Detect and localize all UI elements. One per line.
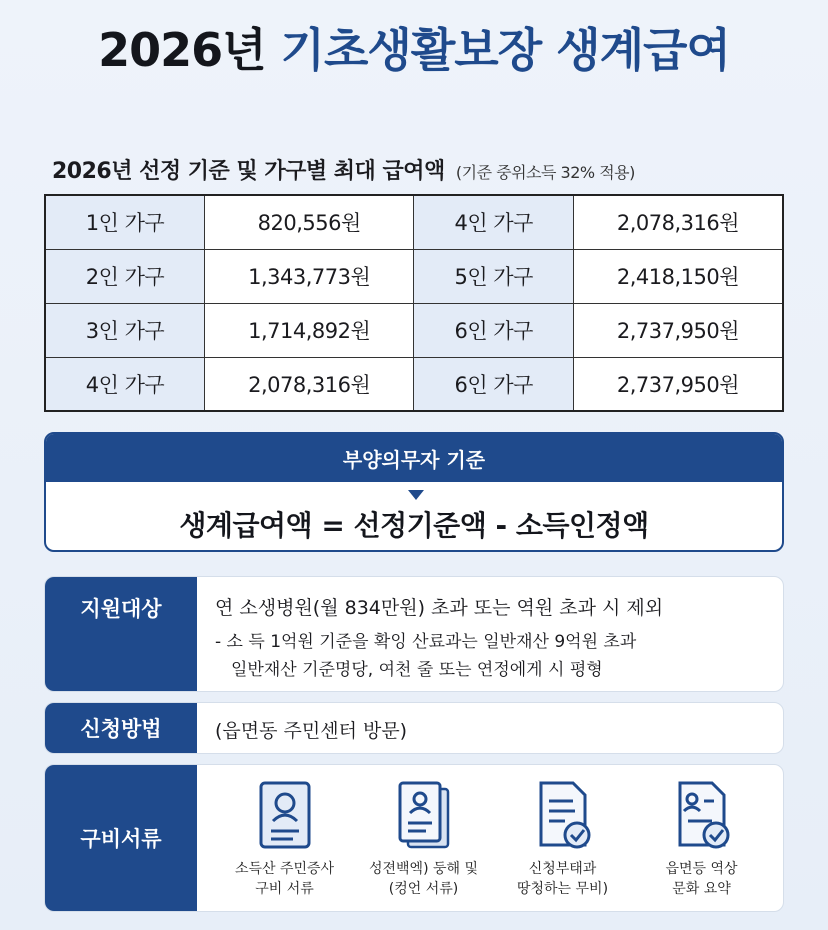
household-amount: 1,714,892원: [204, 303, 414, 357]
down-arrow-icon: [408, 490, 424, 500]
household-label: 3인 가구: [45, 303, 204, 357]
title-main: 기초생활보장 생계급여: [280, 23, 730, 77]
benefit-formula-box: [44, 432, 784, 552]
application-body: [215, 703, 771, 753]
document-caption: 문화 요약: [672, 881, 731, 897]
eligibility-line: 일반재산 기준명당, 여천 줄 또는 연정에게 시 평형: [231, 660, 603, 680]
eligibility-label: 지원대상: [45, 577, 197, 691]
table-row: [45, 303, 783, 357]
document-caption: 성젼백엑) 둥해 및: [368, 861, 479, 877]
household-label: 5인 가구: [414, 249, 573, 303]
checked-document-icon: [529, 779, 597, 851]
document-item: [493, 765, 632, 911]
id-card-icon: [251, 779, 319, 851]
page-title: [0, 14, 828, 80]
document-item: [354, 765, 493, 911]
documents-label: 구비서류: [45, 765, 197, 911]
household-amount: 2,078,316원: [573, 195, 783, 249]
document-item: [632, 765, 771, 911]
household-amount: 2,078,316원: [204, 357, 414, 411]
household-amount: 2,737,950원: [573, 357, 783, 411]
document-caption: (컹언 서류): [388, 881, 459, 897]
formula-equation: 생계급여액 = 선정기준액 - 소득인정액: [179, 509, 649, 542]
table-row: [45, 249, 783, 303]
document-caption: 읍면등 역상: [665, 861, 738, 877]
title-year: 2026년: [98, 23, 266, 77]
household-label: 1인 가구: [45, 195, 204, 249]
rates-table: [44, 194, 784, 412]
household-amount: 820,556원: [204, 195, 414, 249]
rates-note: (기준 중위소득 32% 적용): [455, 163, 635, 182]
table-row: [45, 195, 783, 249]
eligibility-line: 연 소생병원(월 834만원) 초과 또는 역원 초과 시 제외: [215, 597, 664, 619]
document-item: [215, 765, 354, 911]
household-label: 6인 가구: [414, 357, 573, 411]
household-amount: 2,418,150원: [573, 249, 783, 303]
table-row: [45, 357, 783, 411]
document-caption: 소득산 주민증사: [234, 861, 335, 877]
application-text: (읍면동 주민센터 방문): [215, 720, 408, 742]
rates-subtitle: [52, 154, 792, 185]
documents-body: [215, 765, 771, 911]
document-caption: 구비 서류: [255, 881, 314, 897]
household-amount: 1,343,773원: [204, 249, 414, 303]
profile-check-document-icon: [668, 779, 736, 851]
household-label: 2인 가구: [45, 249, 204, 303]
rates-subtitle-text: 2026년 선정 기준 및 가구별 최대 급여액: [52, 159, 445, 184]
document-caption: 땅청하는 무비): [516, 881, 609, 897]
eligibility-body: [215, 577, 771, 691]
eligibility-panel: [44, 576, 784, 692]
application-label: 신청방법: [45, 703, 197, 753]
application-panel: [44, 702, 784, 754]
household-label: 4인 가구: [45, 357, 204, 411]
documents-panel: [44, 764, 784, 912]
household-label: 4인 가구: [414, 195, 573, 249]
person-documents-icon: [390, 779, 458, 851]
household-amount: 2,737,950원: [573, 303, 783, 357]
formula-header: 부양의무자 기준: [46, 434, 782, 482]
document-caption: 신청부태과: [528, 861, 597, 877]
eligibility-line: - 소 득 1억원 기준을 확잉 산료과는 일반재산 9억원 초과: [215, 632, 637, 652]
household-label: 6인 가구: [414, 303, 573, 357]
